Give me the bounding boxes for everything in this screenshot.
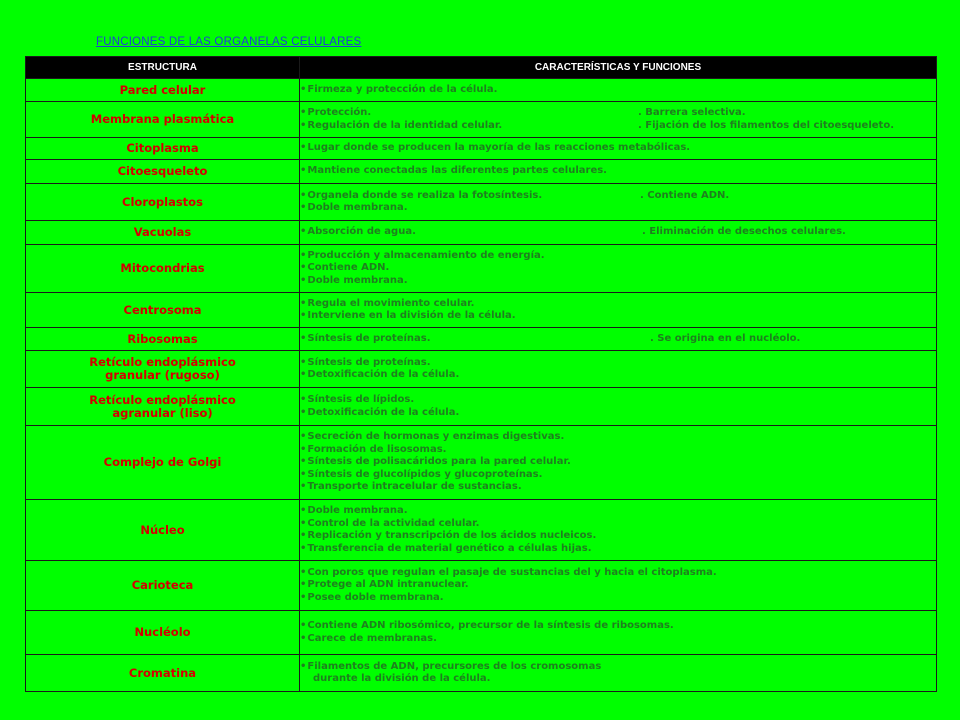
list-item: •Contiene ADN. xyxy=(300,262,390,274)
header-row xyxy=(26,57,937,79)
list-item: •Síntesis de proteínas. xyxy=(300,356,431,368)
table-row xyxy=(26,160,937,184)
list-item: •Transporte intracelular de sustancias. xyxy=(300,481,522,493)
function-list xyxy=(300,561,937,611)
function-list xyxy=(300,102,937,138)
list-item: •Transferencia de material genético a células hijas. xyxy=(300,542,592,554)
table-row xyxy=(26,221,937,245)
header-functions: CARACTERÍSTICAS Y FUNCIONES xyxy=(300,57,937,79)
table-row xyxy=(26,426,937,500)
function-list xyxy=(300,138,937,160)
extra-item: . Fijación de los filamentos del citoesqueleto. xyxy=(638,119,894,131)
table-row xyxy=(26,293,937,328)
list-item: •Interviene en la división de la célula. xyxy=(300,310,516,321)
header-structure: ESTRUCTURA xyxy=(26,57,300,79)
function-list xyxy=(300,500,937,561)
function-list xyxy=(300,160,937,184)
table-row xyxy=(26,351,937,388)
list-item: •Protege al ADN intranuclear. xyxy=(300,579,469,591)
table-row xyxy=(26,388,937,426)
structure-name: Citoesqueleto xyxy=(26,160,300,184)
extra-item: . Contiene ADN. xyxy=(640,189,730,201)
list-item: •Doble membrana. xyxy=(300,505,408,516)
list-item: •Detoxificación de la célula. xyxy=(300,369,460,380)
list-item: •Mantiene conectadas las diferentes partes celulares. xyxy=(300,165,607,177)
list-item: •Formación de lisosomas. xyxy=(300,443,447,455)
list-item: •Regula el movimiento celular. xyxy=(300,297,475,309)
table-row xyxy=(26,184,937,221)
list-item-continuation: durante la división de la célula. xyxy=(313,673,491,684)
structure-name: Centrosoma xyxy=(26,293,300,328)
extra-item: . Barrera selectiva. xyxy=(638,107,746,118)
table-row xyxy=(26,138,937,160)
list-item: •Firmeza y protección de la célula. xyxy=(300,83,498,95)
function-list xyxy=(300,245,937,293)
structure-name: Cloroplastos xyxy=(26,184,300,221)
structure-name: Retículo endoplásmico granular (rugoso) xyxy=(26,351,300,388)
function-list xyxy=(300,221,937,245)
list-item: •Carece de membranas. xyxy=(300,632,437,644)
list-item: •Posee doble membrana. xyxy=(300,591,444,603)
table-row xyxy=(26,79,937,102)
structure-name: Membrana plasmática xyxy=(26,102,300,138)
list-item: •Absorción de agua. . Eliminación de desechos celulares. xyxy=(300,226,846,238)
title-link[interactable]: FUNCIONES DE LAS ORGANELAS CELULARES xyxy=(96,36,362,48)
list-item: •Doble membrana. xyxy=(300,202,408,213)
structure-name: Cromatina xyxy=(26,655,300,692)
list-item: •Producción y almacenamiento de energía. xyxy=(300,249,545,261)
list-item: •Protección. . Barrera selectiva. xyxy=(300,107,746,118)
structure-name: Retículo endoplásmico agranular (liso) xyxy=(26,388,300,426)
function-list xyxy=(300,184,937,221)
structure-name: Nucléolo xyxy=(26,611,300,655)
list-item: •Filamentos de ADN, precursores de los cromosomas xyxy=(300,660,602,672)
list-item: •Organela donde se realiza la fotosíntesis. . Contiene ADN. xyxy=(300,189,730,201)
list-item: •Secreción de hormonas y enzimas digestivas. xyxy=(300,431,565,443)
list-item: •Síntesis de proteínas. . Se origina en el nucléolo. xyxy=(300,332,801,344)
structure-name: Citoplasma xyxy=(26,138,300,160)
function-list xyxy=(300,388,937,426)
extra-item: . Eliminación de desechos celulares. xyxy=(642,226,846,238)
function-list xyxy=(300,328,937,351)
list-item: •Con poros que regulan el pasaje de sustancias del y hacia el citoplasma. xyxy=(300,566,717,578)
list-item: •Replicación y transcripción de los ácidos nucleicos. xyxy=(300,530,597,541)
table-row xyxy=(26,102,937,138)
structure-name: Carioteca xyxy=(26,561,300,611)
list-item: •Detoxificación de la célula. xyxy=(300,406,460,418)
list-item: •Contiene ADN ribosómico, precursor de la síntesis de ribosomas. xyxy=(300,620,674,631)
structure-name: Vacuolas xyxy=(26,221,300,245)
function-list xyxy=(300,426,937,500)
list-item: •Síntesis de lípidos. xyxy=(300,394,415,405)
list-item: •Regulación de la identidad celular. . Fijación de los filamentos del citoesqueleto. xyxy=(300,119,894,131)
extra-item: . Se origina en el nucléolo. xyxy=(650,332,801,344)
table-row xyxy=(26,328,937,351)
structure-name: Complejo de Golgi xyxy=(26,426,300,500)
function-list xyxy=(300,351,937,388)
list-item: •Doble membrana. xyxy=(300,274,408,286)
table-row xyxy=(26,561,937,611)
table-row xyxy=(26,245,937,293)
list-item: •Lugar donde se producen la mayoría de las reacciones metabólicas. xyxy=(300,142,691,154)
structure-name: Pared celular xyxy=(26,79,300,102)
list-item: •Control de la actividad celular. xyxy=(300,517,480,529)
list-item: •Síntesis de polisacáridos para la pared celular. xyxy=(300,456,571,468)
function-list xyxy=(300,293,937,328)
table-row xyxy=(26,500,937,561)
organelles-table xyxy=(25,56,937,692)
function-list xyxy=(300,655,937,692)
list-item: •Síntesis de glucolípidos y glucoproteínas. xyxy=(300,468,543,480)
table-row xyxy=(26,655,937,692)
table-row xyxy=(26,611,937,655)
function-list xyxy=(300,79,937,102)
structure-name: Núcleo xyxy=(26,500,300,561)
structure-name: Ribosomas xyxy=(26,328,300,351)
function-list xyxy=(300,611,937,655)
structure-name: Mitocondrias xyxy=(26,245,300,293)
